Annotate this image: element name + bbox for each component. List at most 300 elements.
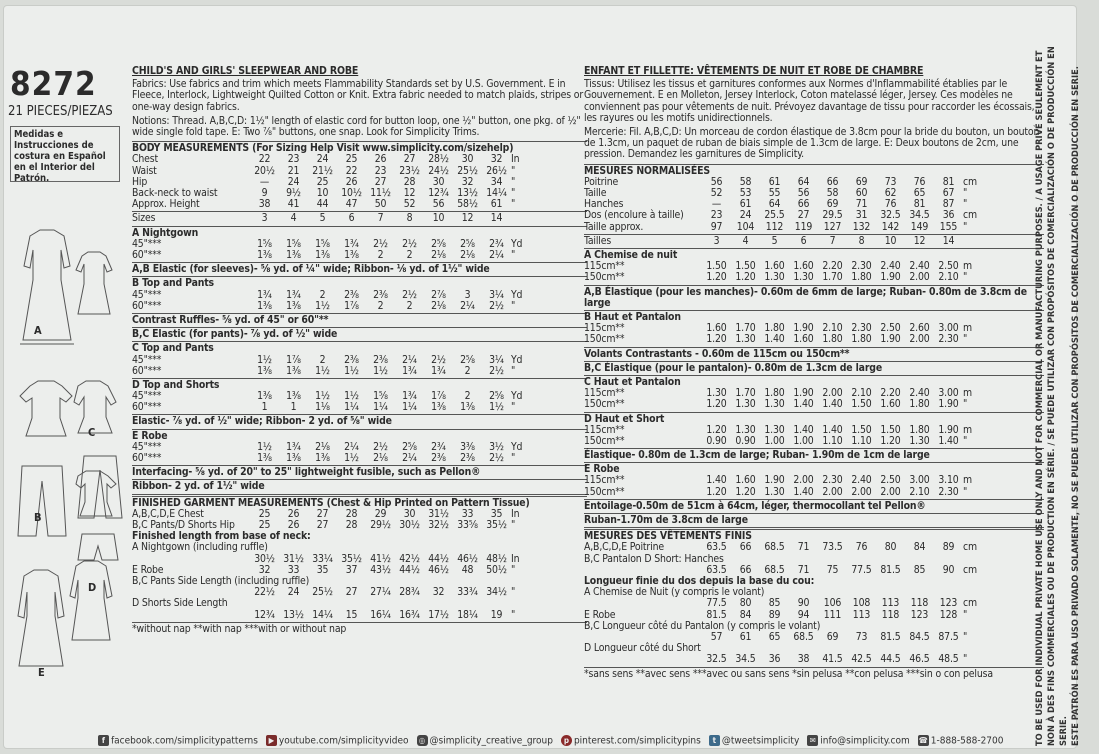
yardage-row-value: 3.00 <box>938 387 959 400</box>
youtube-text: youtube.com/simplicityvideo <box>278 735 409 747</box>
english-length-heading: Finished length from base of neck: <box>132 530 311 543</box>
yardage-row-unit: Yd <box>511 353 523 366</box>
english-yardage-table <box>132 228 587 495</box>
view-b-top-sketch <box>20 381 72 436</box>
yardage-row-value: 1½ <box>344 364 359 377</box>
yardage-row-value: 1.20 <box>735 485 756 498</box>
yardage-row-value: 2.50 <box>938 260 959 273</box>
length-row-value <box>268 542 297 553</box>
body-measure-row-label: Back-neck to waist <box>132 186 218 199</box>
length-row-value: 77.5 <box>706 597 727 610</box>
yardage-row-value: 0.90 <box>706 434 727 447</box>
body-measure-row-label: Hip <box>132 175 148 188</box>
length-row-unit: " <box>963 630 968 643</box>
length-row-label <box>132 610 250 621</box>
yardage-row-value: 1.30 <box>764 423 785 436</box>
length-row-unit <box>1081 621 1099 632</box>
yardage-row-value: 1.40 <box>793 485 814 498</box>
yardage-row-label: 45"*** <box>132 353 162 366</box>
body-measure-row-value: 66 <box>826 175 839 188</box>
yardage-row-value: 2⅛ <box>431 299 446 312</box>
yardage-row-unit: " <box>963 271 968 284</box>
yardage-note: A,B Elastic (for sleeves)- ⅝ yd. of ¼" wide; Ribbon- ⅛ yd. of 1½" wide <box>132 263 490 276</box>
yardage-row-label: 150cm** <box>584 333 625 346</box>
yardage-row-value: 2.10 <box>822 322 843 335</box>
body-measure-row-unit: cm <box>963 175 977 188</box>
yardage-row-value: 0.90 <box>735 434 756 447</box>
legal-text-line-1: TO BE USED FOR INDIVIDUAL PRIVATE HOME USE ONLY AND NOT FOR COMMERCIAL OR MANUFACTURING PURPOSES. / A USAGE PRIVÉ SEULEMENT ET NON À DES FINS COMMERCIALES OU DE PRODUCTION EN SÉRIE. / SE PUEDE UTILIZAR CON PROPÓSITOS DE COMERCIALIZACIÓN O DE PRODUCCIÓN EN SERIE. <box>1034 46 1069 746</box>
finished-row-value: 71 <box>797 541 810 554</box>
yardage-row <box>132 453 587 464</box>
yardage-row-value: 2¾ <box>489 237 504 250</box>
yardage-row-unit: " <box>511 248 516 261</box>
yardage-row-value: 1.40 <box>706 474 727 487</box>
finished-row-value: 30½ <box>399 519 420 532</box>
length-row-value <box>384 542 413 553</box>
yardage-row-value: 2.00 <box>880 485 901 498</box>
length-row-value <box>250 598 279 609</box>
body-measure-row-label: Approx. Height <box>132 198 200 211</box>
yardage-row-label: 150cm** <box>584 485 625 498</box>
body-measure-row-value: 64 <box>797 175 810 188</box>
yardage-row-value: 2⅛ <box>460 248 475 261</box>
yardage-row-value: 2.30 <box>851 260 872 273</box>
view-b-pants-sketch <box>18 466 66 536</box>
body-measure-row-value: 26½ <box>486 164 507 177</box>
length-row <box>132 542 587 553</box>
yardage-row-value: 1.90 <box>938 423 959 436</box>
yardage-row-value: 1.60 <box>793 260 814 273</box>
length-row-value: 85 <box>768 597 781 610</box>
yardage-row <box>132 391 587 402</box>
finished-row-value: 35½ <box>486 519 507 532</box>
pieces-count: 21 PIECES/PIEZAS <box>8 104 113 119</box>
yardage-row-value: 1¾ <box>402 364 417 377</box>
yardage-row-value: 2.30 <box>938 333 959 346</box>
length-row-value <box>424 598 453 609</box>
yardage-view-heading: C Haut et Pantalon <box>584 375 681 388</box>
yardage-row-value: 1⅞ <box>344 299 359 312</box>
yardage-row-value: 2.50 <box>880 474 901 487</box>
yardage-row-value: 1.30 <box>735 333 756 346</box>
body-measure-row-label: Poitrine <box>584 175 619 188</box>
length-row-value <box>413 542 442 553</box>
english-length-table <box>132 542 587 620</box>
yardage-row-label: 45"*** <box>132 390 162 403</box>
yardage-row-value: 1⅜ <box>257 364 272 377</box>
yardage-row <box>584 475 1044 486</box>
body-measure-row-value: 56 <box>797 187 810 200</box>
finished-row-unit: " <box>511 519 516 532</box>
sizes-row-value: 5 <box>319 212 326 225</box>
body-measure-row-value: 155 <box>939 220 958 233</box>
yardage-row-value: 2⅛ <box>373 452 388 465</box>
view-a-front-sketch <box>23 230 71 340</box>
finished-row-value: 66 <box>739 541 752 554</box>
phone-icon: ☎ <box>918 736 928 746</box>
body-measure-row-value: 73 <box>884 175 897 188</box>
length-row-value: 33¼ <box>312 552 333 565</box>
length-row-value: 13½ <box>283 608 304 621</box>
facebook-link[interactable] <box>98 735 258 747</box>
length-row-value: 18¼ <box>457 608 478 621</box>
body-measure-row-value: 61 <box>739 198 752 211</box>
yardage-row-value: 1.60 <box>793 333 814 346</box>
length-row-unit: In <box>511 552 520 565</box>
length-row-value: 37 <box>345 563 358 576</box>
body-measure-row-value: 24 <box>287 175 300 188</box>
finished-row-value: 80 <box>884 541 897 554</box>
yardage-note: Ribbon- 2 yd. of 1½" wide <box>132 480 265 493</box>
length-row-value: 84.5 <box>909 630 930 643</box>
yardage-row-value: 1.40 <box>764 333 785 346</box>
yardage-row-value: 2.10 <box>938 271 959 284</box>
body-measure-row-value: 26 <box>374 153 387 166</box>
length-row-unit <box>529 542 547 553</box>
yardage-row-value: 2⅞ <box>431 288 446 301</box>
sizes-row-value: 10 <box>884 234 897 247</box>
body-measure-row-value: 10½ <box>341 186 362 199</box>
view-label-e: E <box>38 666 45 679</box>
sizes-row-value: 5 <box>771 234 778 247</box>
yardage-row-value: 1¾ <box>286 440 301 453</box>
yardage-row-value: 1¾ <box>257 288 272 301</box>
body-measure-row-value: 23 <box>287 153 300 166</box>
french-yardage-table <box>584 250 1044 528</box>
length-row-value: 87.5 <box>938 630 959 643</box>
french-length-heading: Longueur finie du dos depuis la base du cou: <box>584 575 815 588</box>
finished-row-label: B,C Pants/D Shorts Hip <box>132 519 235 532</box>
spanish-instructions-box: Medidas e Instrucciones de costura en Español en el Interior del Patrón. <box>10 126 120 182</box>
body-measure-row-value: 32 <box>490 153 503 166</box>
email-text: info@simplicity.com <box>820 735 910 747</box>
yardage-row <box>132 442 587 453</box>
yardage-view-heading: D Top and Shorts <box>132 378 220 391</box>
yardage-row-value: 1⅝ <box>315 237 330 250</box>
length-row <box>132 554 587 565</box>
length-row-value: 32 <box>258 563 271 576</box>
yardage-row-unit: Yd <box>511 390 523 403</box>
yardage-row-value: 2.40 <box>880 260 901 273</box>
yardage-row <box>132 355 587 366</box>
body-measure-row-value: 81 <box>913 198 926 211</box>
finished-row-value: 68.5 <box>764 563 785 576</box>
body-measure-row-value: 55 <box>768 187 781 200</box>
twitter-link[interactable] <box>709 735 799 747</box>
length-row-value: 24 <box>287 586 300 599</box>
french-body-table <box>584 177 1044 233</box>
length-row-value: 46½ <box>457 552 478 565</box>
body-measure-row-value: 44 <box>316 198 329 211</box>
body-measure-row-value: — <box>259 175 270 188</box>
yardage-row-value: 2.30 <box>938 485 959 498</box>
length-row-value: 44.5 <box>880 653 901 666</box>
yardage-row-unit: m <box>963 260 972 273</box>
body-measure-row-value: 142 <box>881 220 900 233</box>
body-measure-row-value: 29.5 <box>822 209 843 222</box>
yardage-row-value: 2¼ <box>489 248 504 261</box>
english-body-table <box>132 154 587 210</box>
french-tissus: Tissus: Utilisez les tissus et garnitures conformes aux Normes d'Inflammabilité établies par le Gouvernement. E en Molleton, Jersey Interlock, Coton matelassé léger, Jersey. Ces modèles ne conviennent pas pour vêtements de nuit. Prévoyez davantage de tissu pour raccorder les écossais, les rayures ou les motifs unidirectionnels. <box>584 78 1035 124</box>
finished-row-value: 26 <box>287 507 300 520</box>
yardage-row-value: 1⅜ <box>257 248 272 261</box>
body-measure-row-unit: " <box>511 175 516 188</box>
yardage-row-value: 2¼ <box>402 452 417 465</box>
yardage-row-value: 1.30 <box>793 271 814 284</box>
body-measure-row-value: 58½ <box>457 198 478 211</box>
yardage-row-unit: " <box>963 398 968 411</box>
yardage-row-value: 1⅞ <box>431 390 446 403</box>
sizes-row-value: 7 <box>829 234 836 247</box>
length-row <box>132 610 587 621</box>
length-row-value: 15 <box>345 608 358 621</box>
body-measure-row-value: — <box>711 198 722 211</box>
yardage-row-value: 1.40 <box>822 423 843 436</box>
length-row-value: 46½ <box>428 563 449 576</box>
length-row-value <box>453 598 482 609</box>
finished-row-value: 28 <box>345 507 358 520</box>
twitter-icon: t <box>709 735 720 746</box>
yardage-row-value: 1.80 <box>851 271 872 284</box>
yardage-row-value: 2 <box>319 353 326 366</box>
length-row-value <box>355 542 384 553</box>
finished-row-value: 76 <box>855 541 868 554</box>
yardage-row-value: 2 <box>406 248 413 261</box>
length-row-value: 32 <box>432 586 445 599</box>
finished-row-value: 28 <box>345 519 358 532</box>
view-label-b: B <box>34 511 42 524</box>
yardage-row-value: 1⅜ <box>286 452 301 465</box>
body-measure-row-value: 69 <box>826 198 839 211</box>
yardage-row-value: 2⅝ <box>431 237 446 250</box>
finished-row-value: 73.5 <box>822 541 843 554</box>
body-measure-row-value: 23 <box>710 209 723 222</box>
finished-row-value: 35 <box>490 507 503 520</box>
length-row-value: 118 <box>910 597 929 610</box>
email-icon: ✉ <box>807 735 818 746</box>
french-footnote: *sans sens **avec sens ***avec ou sans sens *sin pelusa **con pelusa ***sin o con pelusa <box>584 667 993 680</box>
yardage-row-value: 1.70 <box>735 387 756 400</box>
yardage-view-heading: A Chemise de nuit <box>584 248 678 261</box>
yardage-row-value: 1⅝ <box>257 237 272 250</box>
yardage-row-value: 2½ <box>373 237 388 250</box>
yardage-row-label: 150cm** <box>584 398 625 411</box>
yardage-row-value: 2⅛ <box>315 440 330 453</box>
length-row-value: 30½ <box>254 552 275 565</box>
yardage-row-value: 2.50 <box>880 322 901 335</box>
length-row-value <box>337 598 366 609</box>
french-title: ENFANT ET FILLETTE: VÊTEMENTS DE NUIT ET ROBE DE CHAMBRE <box>584 65 924 77</box>
yardage-row-unit: m <box>963 322 972 335</box>
phone-link[interactable] <box>918 735 1004 747</box>
length-row-value: 36 <box>768 653 781 666</box>
finished-row-value: 77.5 <box>851 563 872 576</box>
length-row-value <box>308 598 337 609</box>
yardage-row-unit: m <box>963 474 972 487</box>
yardage-row <box>584 388 1044 399</box>
yardage-row <box>132 239 587 250</box>
email-link[interactable] <box>807 735 909 747</box>
sizes-row-value: 3 <box>261 212 268 225</box>
body-measure-row-value: 64 <box>768 198 781 211</box>
body-measure-row-unit: " <box>511 198 516 211</box>
yardage-row-label: 115cm** <box>584 387 625 400</box>
body-measure-row-value: 22 <box>345 164 358 177</box>
sizes-row-value: 12 <box>461 212 474 225</box>
view-e-robe-back-sketch <box>70 561 112 640</box>
length-row-value: 25½ <box>312 586 333 599</box>
length-row-value: 128 <box>939 608 958 621</box>
length-row <box>584 643 1044 654</box>
length-row-unit <box>511 598 529 609</box>
length-row <box>132 576 587 587</box>
yardage-divider <box>584 462 1044 463</box>
yardage-row-value: 2⅝ <box>402 440 417 453</box>
yardage-row-value: 3½ <box>489 440 504 453</box>
body-measure-row-value: 61 <box>490 198 503 211</box>
body-measure-row-value: 97 <box>710 220 723 233</box>
yardage-row-value: 1.30 <box>909 434 930 447</box>
body-measure-row-value: 81 <box>942 175 955 188</box>
yardage-view-heading: E Robe <box>132 429 168 442</box>
pattern-number: 8272 <box>10 64 97 103</box>
yardage-row-label: 45"*** <box>132 440 162 453</box>
yardage-row-value: 2.40 <box>909 260 930 273</box>
instagram-link[interactable] <box>417 735 553 747</box>
length-row-value: 17½ <box>428 608 449 621</box>
yardage-row-value: 2⅝ <box>489 390 504 403</box>
body-measure-row-unit: cm <box>963 209 977 222</box>
yardage-row-value: 1.80 <box>822 333 843 346</box>
length-row-value: 38 <box>797 653 810 666</box>
body-measure-row-value: 13½ <box>457 186 478 199</box>
yardage-row-value: 2⅝ <box>460 237 475 250</box>
body-measure-row-unit: In <box>511 153 520 166</box>
yardage-row-label: 115cm** <box>584 322 625 335</box>
body-measure-row-value: 12¾ <box>428 186 449 199</box>
length-row-label <box>584 598 702 609</box>
body-measure-row-value: 21½ <box>312 164 333 177</box>
view-label-c: C <box>88 426 96 439</box>
yardage-row-value: 1.90 <box>764 474 785 487</box>
yardage-row-value: 1¼ <box>373 401 388 414</box>
length-row <box>584 598 1044 609</box>
pinterest-link[interactable] <box>561 735 701 747</box>
length-row-value: 68.5 <box>793 630 814 643</box>
youtube-link[interactable] <box>266 735 409 747</box>
body-measure-row-value: 28½ <box>428 153 449 166</box>
yardage-row-label: 150cm** <box>584 434 625 447</box>
body-measure-row-value: 76 <box>884 198 897 211</box>
length-row-value: 80 <box>739 597 752 610</box>
yardage-row-value: 1⅜ <box>286 299 301 312</box>
body-measure-row-value: 65 <box>913 187 926 200</box>
finished-row-value: 66 <box>739 563 752 576</box>
yardage-row-value: 1.80 <box>851 333 872 346</box>
length-row-value: 27 <box>345 586 358 599</box>
garment-sketches <box>12 216 127 686</box>
yardage-row-value: 1.60 <box>764 260 785 273</box>
length-row-value: 41½ <box>370 552 391 565</box>
yardage-row <box>584 436 1044 447</box>
length-row-value: 84 <box>739 608 752 621</box>
body-measure-row-value: 71 <box>855 198 868 211</box>
length-row-value <box>512 576 541 587</box>
body-measure-row-unit: " <box>963 187 968 200</box>
body-measure-row-value: 24 <box>739 209 752 222</box>
yardage-row-value: 1.70 <box>735 322 756 335</box>
yardage-row-value: 2⅜ <box>460 452 475 465</box>
pinterest-icon: p <box>561 735 572 746</box>
yardage-row-value: 1¾ <box>344 237 359 250</box>
yardage-row-value: 2.30 <box>851 322 872 335</box>
body-measure-row-value: 38 <box>258 198 271 211</box>
yardage-row-value: 1½ <box>373 364 388 377</box>
yardage-row-value: 1.20 <box>706 398 727 411</box>
finished-row-value: 25 <box>258 519 271 532</box>
yardage-row-value: 1.30 <box>706 387 727 400</box>
length-row-unit: cm <box>963 597 977 610</box>
finished-row-label: B,C Pantalon D Short: Hanches <box>584 552 724 565</box>
yardage-view-heading: E Robe <box>584 463 620 476</box>
length-row-value: 123 <box>910 608 929 621</box>
yardage-row-unit: " <box>511 452 516 465</box>
body-measure-row-value: 34.5 <box>909 209 930 222</box>
finished-row-value: 63.5 <box>706 541 727 554</box>
yardage-row-value: 1¼ <box>402 401 417 414</box>
body-measure-row <box>132 199 587 210</box>
facebook-text: facebook.com/simplicitypatterns <box>111 735 258 747</box>
yardage-row-value: 1¼ <box>344 401 359 414</box>
yardage-row-value: 2¼ <box>344 440 359 453</box>
sizes-row-label: Sizes <box>132 212 156 225</box>
yardage-row <box>584 261 1044 272</box>
yardage-row-value: 1.90 <box>880 271 901 284</box>
yardage-note: Contrast Ruffles- ⅝ yd. of 45" or 60"** <box>132 313 329 326</box>
yardage-row-unit: " <box>511 299 516 312</box>
yardage-row-value: 1.20 <box>706 485 727 498</box>
body-measure-row-unit: " <box>963 198 968 211</box>
yardage-row-label: 60"*** <box>132 452 162 465</box>
body-measure-row-value: 58 <box>739 175 752 188</box>
sizes-row-value: 14 <box>942 234 955 247</box>
sizes-row <box>584 236 1044 247</box>
body-measure-row-value: 28 <box>403 175 416 188</box>
yardage-divider <box>132 429 587 430</box>
body-measure-row-value: 56 <box>710 175 723 188</box>
length-row-value <box>395 598 424 609</box>
yardage-row-unit: " <box>963 485 968 498</box>
yardage-row-value: 2.00 <box>822 485 843 498</box>
yardage-view-heading: B Haut et Pantalon <box>584 310 681 323</box>
length-row-value: 81.5 <box>706 608 727 621</box>
length-row-unit: " <box>511 608 516 621</box>
yardage-divider <box>132 494 587 495</box>
yardage-row-unit: Yd <box>511 237 523 250</box>
yardage-row-value: 1⅜ <box>286 248 301 261</box>
yardage-row-value: 1⅜ <box>315 248 330 261</box>
pattern-envelope-back <box>4 6 1081 748</box>
yardage-row-value: 2.00 <box>909 333 930 346</box>
yardage-row-value: 2.00 <box>793 474 814 487</box>
yardage-row-value: 1.30 <box>764 398 785 411</box>
length-row-value: 33 <box>287 563 300 576</box>
phone-text: 1-888-588-2700 <box>930 735 1004 747</box>
yardage-row-value: 1.20 <box>735 271 756 284</box>
yardage-row-value: 1⅝ <box>373 390 388 403</box>
finished-row-value: 27 <box>316 507 329 520</box>
yardage-row-unit: m <box>963 387 972 400</box>
